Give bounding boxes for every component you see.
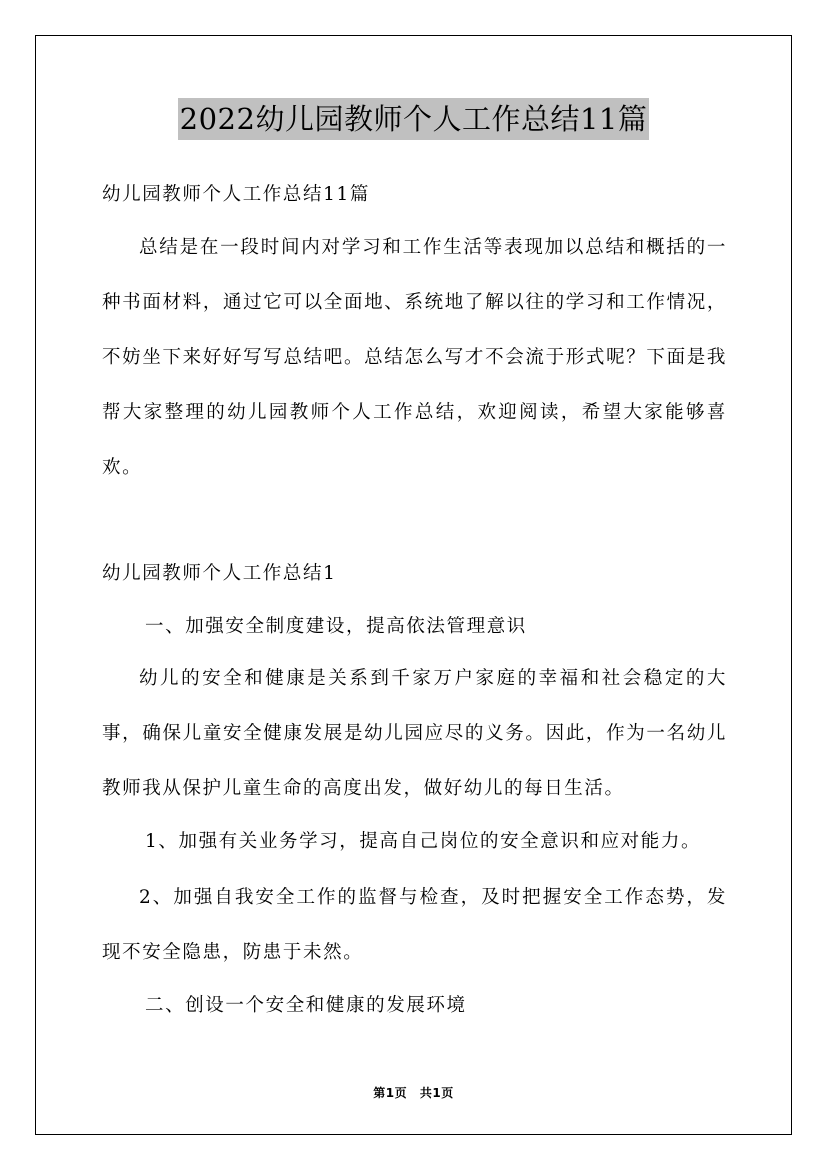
document-title: 2022幼儿园教师个人工作总结11篇: [178, 98, 650, 140]
page-footer: [0, 1084, 827, 1101]
page-number: 第1页: [373, 1086, 408, 1100]
list-item-1: 1、加强有关业务学习，提高自己岗位的安全意识和应对能力。: [145, 831, 702, 852]
point-heading-1: 一、加强安全制度建设，提高依法管理意识: [145, 616, 527, 637]
document-subtitle: 幼儿园教师个人工作总结11篇: [102, 184, 370, 205]
point-1-paragraph: 幼儿的安全和健康是关系到千家万户家庭的幸福和社会稳定的大事，确保儿童安全健康发展是幼儿园应尽的义务。因此，作为一名幼儿教师我从保护儿童生命的高度出发，做好幼儿的每日生活。: [102, 668, 727, 799]
section-heading-1: 幼儿园教师个人工作总结1: [102, 563, 337, 584]
intro-paragraph: 总结是在一段时间内对学习和工作生活等表现加以总结和概括的一种书面材料，通过它可以全面地、系统地了解以往的学习和工作情况，不妨坐下来好好写写总结吧。总结怎么写才不会流于形式呢？下面是我帮大家整理的幼儿园教师个人工作总结，欢迎阅读，希望大家能够喜欢。: [102, 237, 727, 478]
page-total: 共1页: [419, 1086, 454, 1100]
list-item-2: 2、加强自我安全工作的监督与检查，及时把握安全工作态势，发现不安全隐患，防患于未然。: [102, 887, 727, 963]
point-heading-2: 二、创设一个安全和健康的发展环境: [145, 995, 467, 1016]
title-container: [0, 98, 827, 140]
